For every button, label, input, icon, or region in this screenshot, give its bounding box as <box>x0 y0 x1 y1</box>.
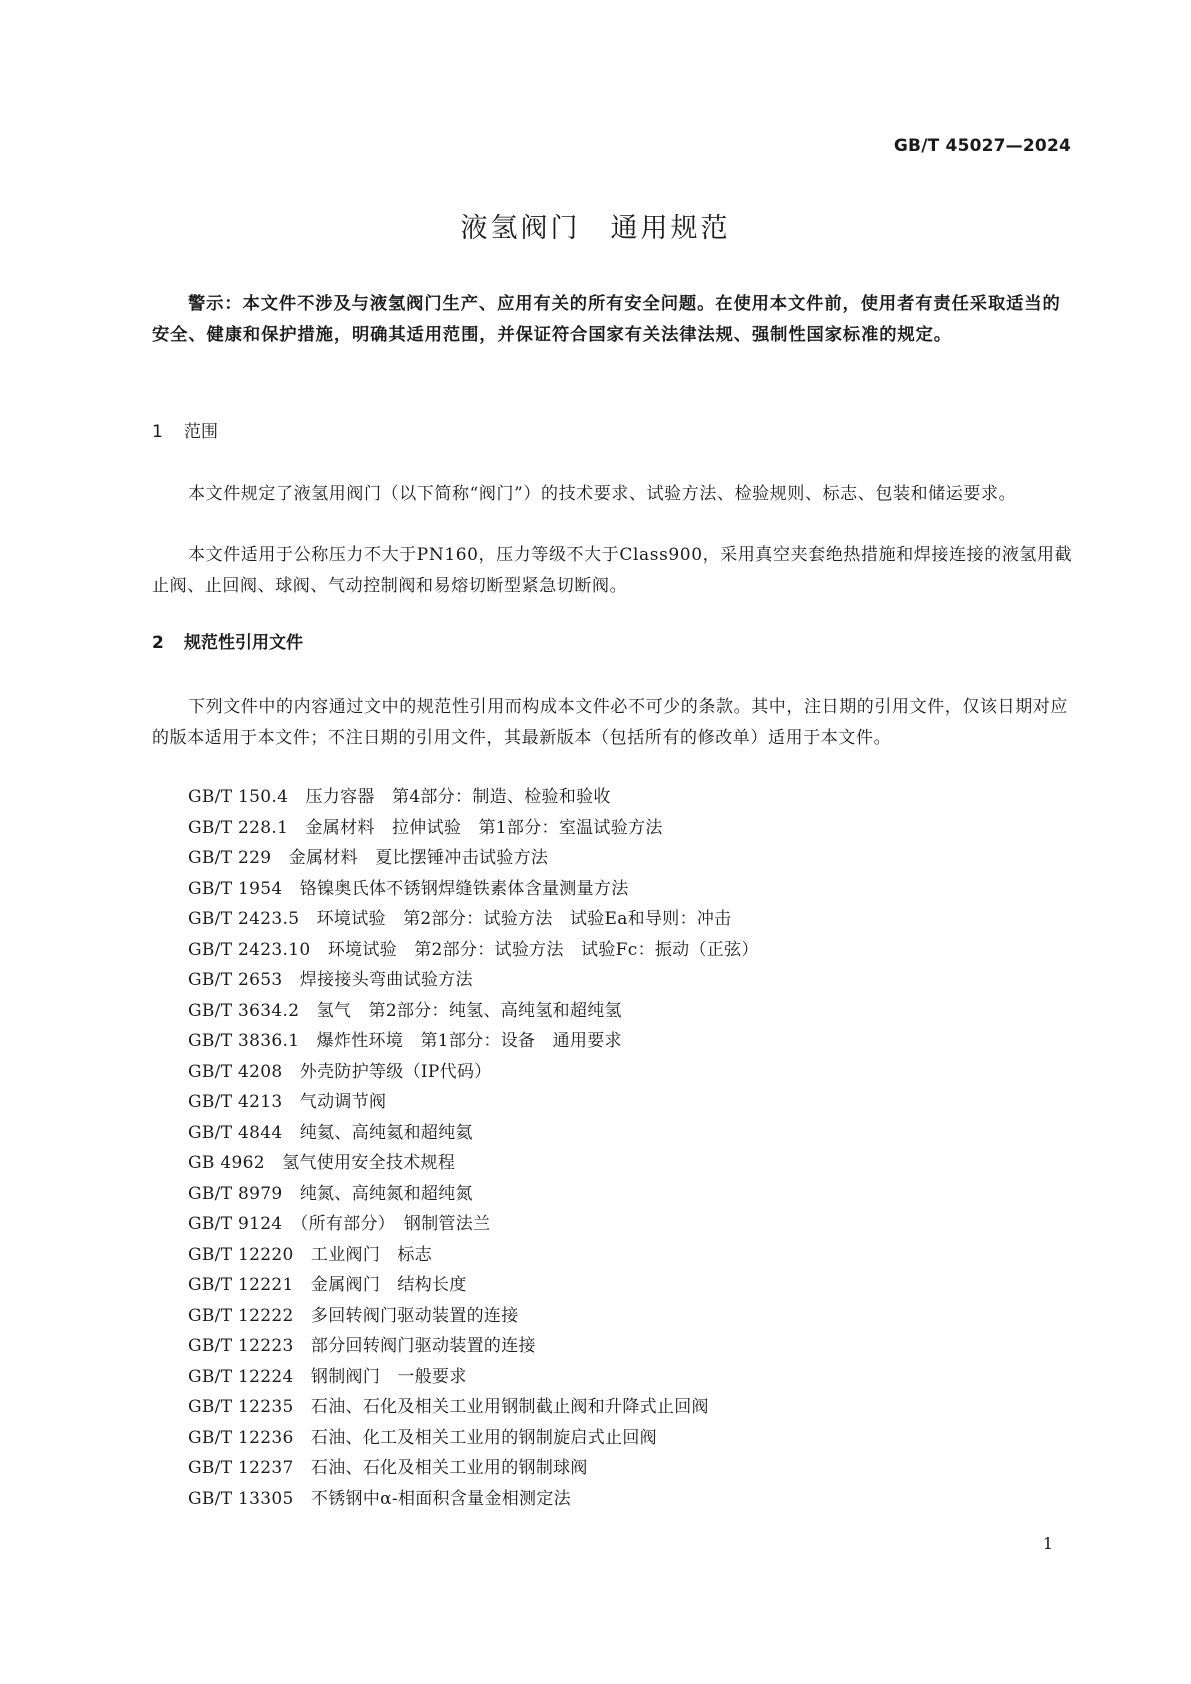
scope-paragraph-1: 本文件规定了液氢用阀门（以下简称“阀门”）的技术要求、试验方法、检验规则、标志、包装和储运要求。 <box>188 484 1017 504</box>
reference-item: GB/T 228.1 金属材料 拉伸试验 第1部分：室温试验方法 <box>188 817 663 838</box>
section-title: 规范性引用文件 <box>184 633 303 653</box>
reference-item: GB/T 1954 铬镍奥氏体不锈钢焊缝铁素体含量测量方法 <box>188 878 629 899</box>
document-title: 液氢阀门 通用规范 <box>460 213 731 244</box>
reference-item: GB/T 4208 外壳防护等级（IP代码） <box>188 1061 492 1082</box>
reference-item: GB/T 12237 石油、石化及相关工业用的钢制球阀 <box>188 1458 588 1478</box>
reference-item: GB/T 2423.5 环境试验 第2部分：试验方法 试验Ea和导则：冲击 <box>188 909 732 929</box>
page-number: 1 <box>1042 1534 1053 1553</box>
reference-item: GB 4962 氢气使用安全技术规程 <box>188 1153 456 1173</box>
warning-notice: 警示：本文件不涉及与液氢阀门生产、应用有关的所有安全问题。在使用本文件前，使用者有责任采取适当的安全、健康和保护措施，明确其适用范围，并保证符合国家有关法律法规、强制性国家标准的规定。 <box>152 294 1061 345</box>
section-number: 1 <box>152 422 163 442</box>
reference-item: GB/T 12223 部分回转阀门驱动装置的连接 <box>188 1336 536 1356</box>
standard-code: GB/T 45027—2024 <box>893 136 1071 156</box>
reference-item: GB/T 4213 气动调节阀 <box>188 1092 387 1112</box>
reference-item: GB/T 150.4 压力容器 第4部分：制造、检验和验收 <box>188 787 611 807</box>
reference-item: GB/T 4844 纯氦、高纯氦和超纯氦 <box>188 1122 473 1143</box>
reference-item: GB/T 2653 焊接接头弯曲试验方法 <box>188 970 473 990</box>
reference-item: GB/T 9124 （所有部分） 钢制管法兰 <box>188 1214 491 1234</box>
reference-item: GB/T 8979 纯氮、高纯氮和超纯氮 <box>188 1183 473 1204</box>
reference-item: GB/T 229 金属材料 夏比摆锤冲击试验方法 <box>188 848 549 868</box>
section-heading-scope <box>152 417 218 442</box>
reference-item: GB/T 13305 不锈钢中α-相面积含量金相测定法 <box>188 1488 571 1509</box>
scope-paragraph-2: 本文件适用于公称压力不大于PN160，压力等级不大于Class900，采用真空夹套绝热措施和焊接连接的液氢用截止阀、止回阀、球阀、气动控制阀和易熔切断型紧急切断阀。 <box>152 545 1073 596</box>
section-number: 2 <box>152 633 164 653</box>
reference-item: GB/T 12220 工业阀门 标志 <box>188 1244 433 1265</box>
reference-item: GB/T 12235 石油、石化及相关工业用钢制截止阀和升降式止回阀 <box>188 1397 709 1417</box>
reference-list <box>188 782 759 1514</box>
section-title: 范围 <box>184 422 218 442</box>
normative-refs-intro: 下列文件中的内容通过文中的规范性引用而构成本文件必不可少的条款。其中，注日期的引用文件，仅该日期对应的版本适用于本文件；不注日期的引用文件，其最新版本（包括所有的修改单）适用于本文件。 <box>152 697 1068 748</box>
reference-item: GB/T 12221 金属阀门 结构长度 <box>188 1275 467 1295</box>
reference-item: GB/T 3634.2 氢气 第2部分：纯氢、高纯氢和超纯氢 <box>188 1000 622 1021</box>
reference-item: GB/T 3836.1 爆炸性环境 第1部分：设备 通用要求 <box>188 1031 622 1051</box>
section-heading-normative-refs <box>152 628 303 653</box>
reference-item: GB/T 12224 钢制阀门 一般要求 <box>188 1366 467 1387</box>
reference-item: GB/T 2423.10 环境试验 第2部分：试验方法 试验Fc：振动（正弦） <box>188 939 759 960</box>
reference-item: GB/T 12222 多回转阀门驱动装置的连接 <box>188 1305 519 1326</box>
reference-item: GB/T 12236 石油、化工及相关工业用的钢制旋启式止回阀 <box>188 1427 657 1448</box>
